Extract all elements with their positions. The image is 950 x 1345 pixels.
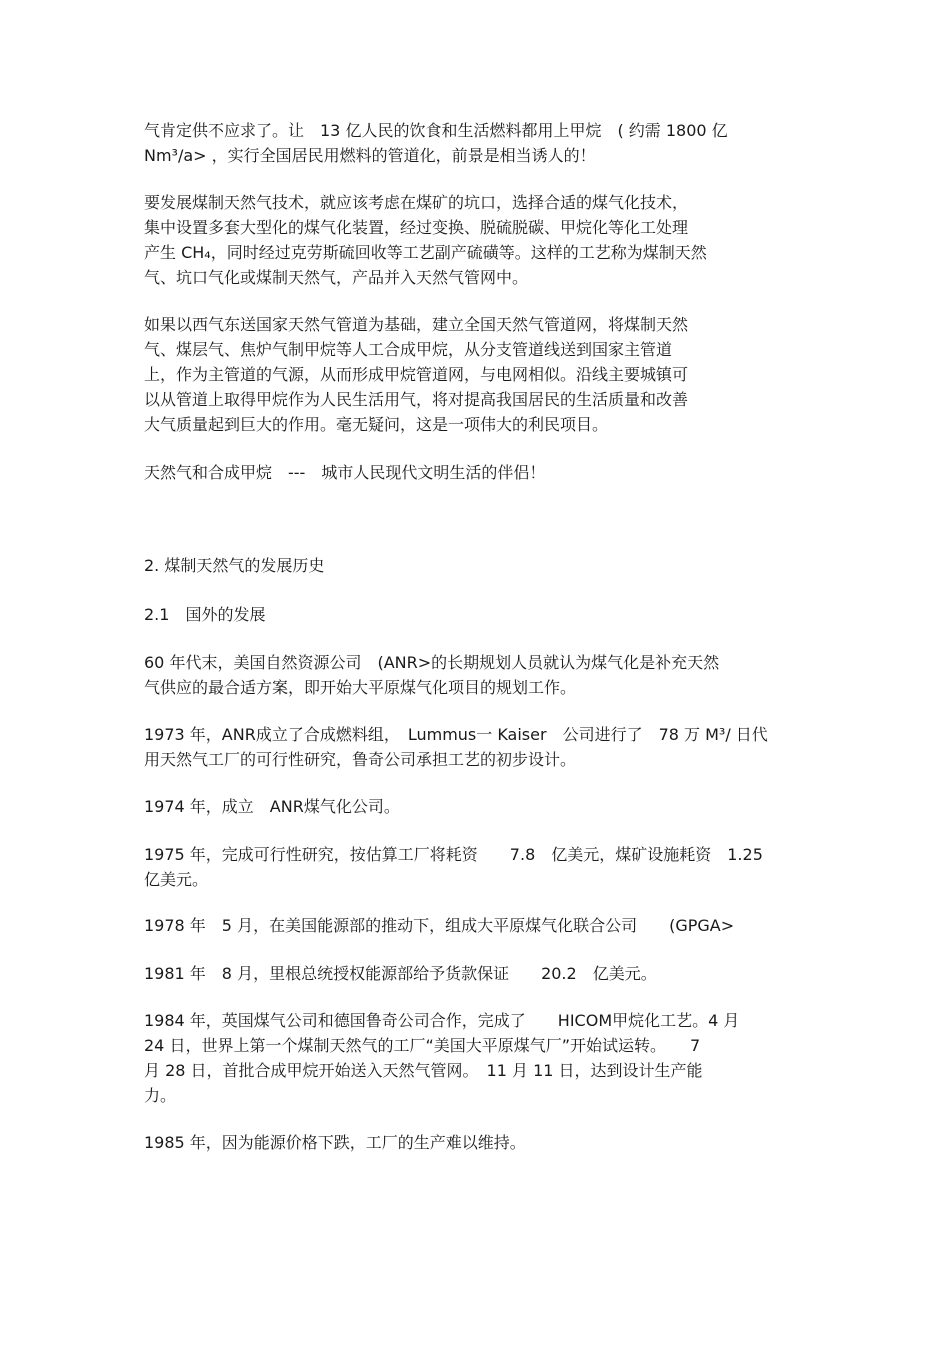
text-line: 1978 年 5 月，在美国能源部的推动下，组成大平原煤气化联合公司 (GPGA> bbox=[144, 916, 735, 935]
text-line: 气、煤层气、焦炉气制甲烷等人工合成甲烷，从分支管道线送到国家主管道 bbox=[144, 340, 673, 359]
text-line: 1974 年，成立 ANR煤气化公司。 bbox=[144, 797, 400, 816]
section-heading: 2. 煤制天然气的发展历史 bbox=[144, 556, 325, 575]
text-line: 产生 CH₄，同时经过克劳斯硫回收等工艺副产硫磺等。这样的工艺称为煤制天然 bbox=[144, 243, 707, 262]
text-line: 大气质量起到巨大的作用。毫无疑问，这是一项伟大的利民项目。 bbox=[144, 415, 609, 434]
text-line: 要发展煤制天然气技术，就应该考虑在煤矿的坑口，选择合适的煤气化技术， bbox=[144, 193, 689, 212]
history-entry-1981 bbox=[144, 961, 812, 986]
text-line: 天然气和合成甲烷 --- 城市人民现代文明生活的伴侣！ bbox=[144, 463, 546, 482]
text-line: 用天然气工厂的可行性研究，鲁奇公司承担工艺的初步设计。 bbox=[144, 750, 577, 769]
text-line: 1984 年，英国煤气公司和德国鲁奇公司合作，完成了 HICOM甲烷化工艺。4 月 bbox=[144, 1011, 740, 1030]
paragraph-slogan bbox=[144, 460, 812, 485]
history-entry-1978 bbox=[144, 913, 812, 938]
text-line: 60 年代末，美国自然资源公司 (ANR>的长期规划人员就认为煤气化是补充天然 bbox=[144, 653, 720, 672]
history-entry-1960s bbox=[144, 650, 812, 700]
text-line: Nm³/a> ，实行全国居民用燃料的管道化，前景是相当诱人的！ bbox=[144, 146, 596, 165]
text-line: 以从管道上取得甲烷作为人民生活用气，将对提高我国居民的生活质量和改善 bbox=[144, 390, 689, 409]
text-line: 集中设置多套大型化的煤气化装置，经过变换、脱硫脱碳、甲烷化等化工处理 bbox=[144, 218, 689, 237]
text-line: 如果以西气东送国家天然气管道为基础，建立全国天然气管道网，将煤制天然 bbox=[144, 315, 689, 334]
paragraph-methane-demand bbox=[144, 118, 812, 168]
history-entry-1973 bbox=[144, 722, 812, 772]
text-line: 上，作为主管道的气源，从而形成甲烷管道网，与电网相似。沿线主要城镇可 bbox=[144, 365, 689, 384]
subsection-heading: 2.1 国外的发展 bbox=[144, 605, 266, 624]
text-line: 气、坑口气化或煤制天然气，产品并入天然气管网中。 bbox=[144, 268, 529, 287]
text-line: 1985 年，因为能源价格下跌，工厂的生产难以维持。 bbox=[144, 1133, 526, 1152]
text-line: 力。 bbox=[144, 1086, 177, 1105]
text-line: 亿美元。 bbox=[144, 870, 209, 889]
text-line: 气供应的最合适方案，即开始大平原煤气化项目的规划工作。 bbox=[144, 678, 577, 697]
paragraph-coal-to-gas-technology bbox=[144, 190, 812, 290]
text-line: 1981 年 8 月，里根总统授权能源部给予货款保证 20.2 亿美元。 bbox=[144, 964, 657, 983]
text-line: 月 28 日，首批合成甲烷开始送入天然气管网。 11 月 11 日，达到设计生产能 bbox=[144, 1061, 703, 1080]
text-line: 1975 年，完成可行性研究，按估算工厂将耗资 7.8 亿美元，煤矿设施耗资 1.25 bbox=[144, 845, 763, 864]
text-line: 24 日，世界上第一个煤制天然气的工厂“美国大平原煤气厂”开始试运转。 7 bbox=[144, 1036, 701, 1055]
text-line: 1973 年，ANR成立了合成燃料组， Lummus一 Kaiser 公司进行了 78 万 M³/ 日代 bbox=[144, 725, 768, 744]
history-entry-1975 bbox=[144, 842, 812, 892]
history-entry-1985 bbox=[144, 1130, 812, 1155]
text-line: 气肯定供不应求了。让 13 亿人民的饮食和生活燃料都用上甲烷 ( 约需 1800 亿 bbox=[144, 121, 728, 140]
history-entry-1984 bbox=[144, 1008, 812, 1108]
history-entry-1974 bbox=[144, 794, 812, 819]
paragraph-pipeline-network bbox=[144, 312, 812, 437]
